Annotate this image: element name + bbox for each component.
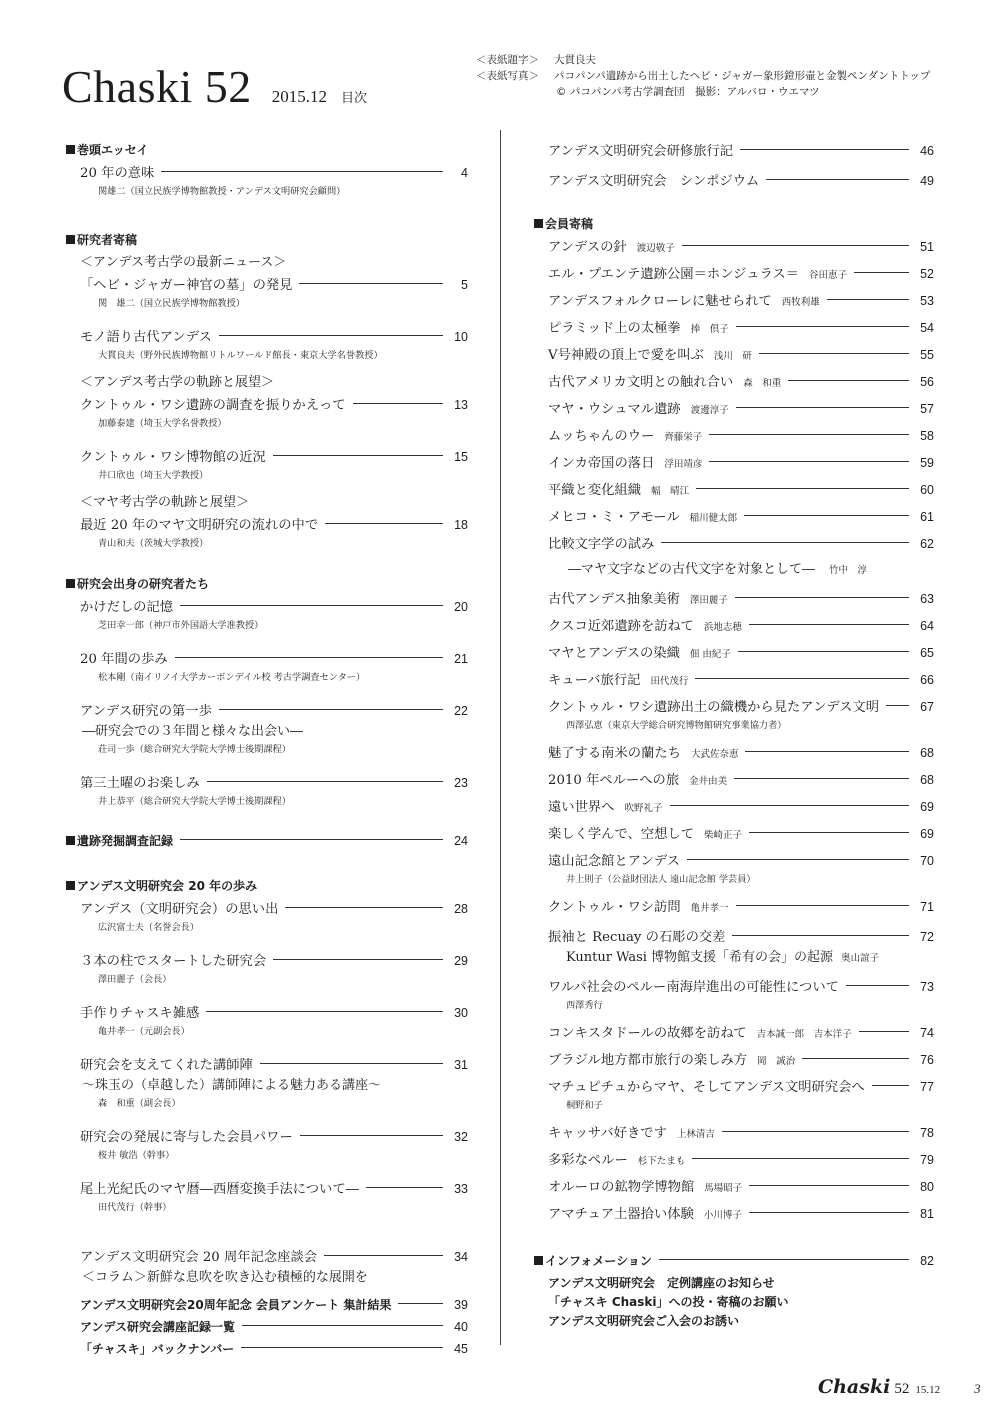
page-number: 55	[920, 348, 934, 362]
member-articles-list	[534, 742, 934, 850]
page-number: 62	[920, 537, 934, 551]
toc-entry[interactable]: アンデス文明研究会20周年記念 会員アンケート 集計結果 39	[80, 1298, 468, 1312]
section-header: 巻頭エッセイ	[66, 140, 468, 158]
author-affiliation: 桜井 敏浩（幹事）	[98, 1150, 175, 1161]
page-number: 49	[920, 174, 934, 188]
section-bullet-icon	[66, 836, 75, 845]
leader-line	[736, 407, 909, 408]
page-number: 68	[920, 746, 934, 760]
page-number: 68	[920, 773, 934, 787]
toc-entry[interactable]: マチュピチュからマヤ、そしてアンデス文明研究会へ 77 桐野和子	[534, 1076, 934, 1114]
toc-entry[interactable]: アンデス研究の第一歩 22 ―研究会での３年間と様々な出会い― 荘司一歩（総合研究大学院大学博士後期課程）	[66, 700, 468, 758]
page-number: 57	[920, 402, 934, 416]
leader-line	[285, 907, 443, 908]
toc-entry[interactable]: ピラミッド上の太極拳 捧 倶子 54	[548, 321, 934, 336]
leader-line	[260, 1063, 443, 1064]
page-number: 30	[454, 1006, 468, 1020]
leader-line	[242, 1325, 443, 1326]
page-footer	[818, 1376, 981, 1398]
toc-entry[interactable]: クントゥル・ワシ博物館の近況 15 井口欣也（埼玉大学教授）	[66, 446, 468, 484]
toc-entry[interactable]: 20 年間の歩み 21 松本剛（南イリノイ大学カーボンデイル校 考古学調査センター）	[66, 648, 468, 686]
page-number: 79	[920, 1153, 934, 1167]
author-affiliation: 亀井孝一（元副会長）	[98, 1026, 190, 1037]
member-articles-list	[534, 236, 934, 560]
page-number: 5	[461, 278, 468, 292]
leader-line	[661, 542, 909, 543]
toc-entry[interactable]: 尾上光紀氏のマヤ暦―西暦変換手法について― 33 田代茂行（幹事）	[66, 1178, 468, 1216]
toc-entry[interactable]: 「チャスキ」バックナンバー 45	[80, 1342, 468, 1356]
entry-author: 上林清吉	[676, 1129, 715, 1140]
entry-author: 金井由美	[689, 776, 728, 787]
leader-line	[854, 272, 909, 273]
entry-subtitle: Kuntur Wasi 博物館支援「希有の会」の起源 奥山誼子	[566, 950, 880, 965]
author-affiliation: 青山和夫（茨城大学教授）	[98, 538, 209, 549]
toc-entry[interactable]: インカ帝国の落日 浮田靖彦 59	[548, 456, 934, 471]
footer-issue: 52	[894, 1381, 910, 1397]
toc-entry[interactable]: 2010 年ペルーへの旅 金井由美 68	[548, 773, 934, 788]
page-number-footer: 3	[974, 1381, 981, 1396]
toc-entry[interactable]: アンデス文明研究会研修旅行記 46	[548, 144, 934, 159]
cover-calligraphy-value: 大貫良夫	[554, 54, 596, 66]
magazine-title: Chaski 52	[62, 61, 252, 112]
page-number: 32	[454, 1130, 468, 1144]
page-number: 65	[920, 646, 934, 660]
entry-author: 西牧利雄	[781, 297, 820, 308]
photo-copyright: © パコパンパ考古学調査団 撮影：アルバロ・ウエマツ	[556, 86, 820, 98]
author-affiliation: 大貫良夫（野外民族博物館リトルワールド館長・東京大学名誉教授）	[98, 350, 383, 361]
toc-entry[interactable]: 第三土曜のお楽しみ 23 井上恭平（総合研究大学院大学博士後期課程）	[66, 772, 468, 810]
page-number: 63	[920, 592, 934, 606]
member-articles-list	[534, 1022, 934, 1076]
entry-author: 小川博子	[703, 1210, 742, 1221]
leader-line	[206, 1011, 443, 1012]
toc-entry[interactable]: アンデスフォルクローレに魅せられて 西牧利雄 53	[548, 294, 934, 309]
entry-author: 浮田靖彦	[664, 459, 703, 470]
toc-entry[interactable]: クントゥル・ワシ遺跡出土の織機から見たアンデス文明 67 西澤弘恵（東京大学総合研究博物館研究事業協力者）	[534, 696, 934, 734]
leader-line	[696, 488, 909, 489]
entry-author: 浜地志穂	[703, 622, 742, 633]
entry-author: 浅川 研	[713, 351, 752, 362]
leader-line	[398, 1303, 443, 1304]
author-affiliation: 関雄二（国立民族学博物館教授・アンデス文明研究会顧問）	[98, 186, 346, 197]
toc-entry[interactable]: モノ語り古代アンデス 10 大貫良夫（野外民族博物館リトルワールド館長・東京大学名誉教授）	[66, 326, 468, 364]
info-item[interactable]: アンデス文明研究会ご入会のお誘い	[548, 1314, 740, 1328]
toc-entry[interactable]: アマチュア土器拾い体験 小川博子 81	[548, 1207, 934, 1222]
toc-entry[interactable]: 最近 20 年のマヤ文明研究の流れの中で 18 青山和夫（茨城大学教授）	[66, 514, 468, 552]
page-number: 29	[454, 954, 468, 968]
section-bullet-icon	[534, 1256, 543, 1265]
toc-entry[interactable]: 遠い世界へ 吹野礼子 69	[548, 800, 934, 815]
leader-line	[872, 1085, 909, 1086]
member-articles-list	[534, 1122, 934, 1230]
leader-line	[802, 1058, 909, 1059]
entry-author: 馬場昭子	[704, 1183, 743, 1194]
page-number: 58	[920, 429, 934, 443]
entry-author: 谷田恵子	[808, 270, 847, 281]
page-number: 39	[454, 1298, 468, 1312]
leader-line	[749, 832, 909, 833]
author-affiliation: 桐野和子	[566, 1100, 603, 1111]
page-number: 71	[920, 900, 934, 914]
entry-subtitle: ―マヤ文字などの古代文字を対象として― 竹中 淳	[568, 562, 868, 577]
entry-author: 佃 由紀子	[689, 649, 731, 660]
author-affiliation: 西澤秀行	[566, 1000, 603, 1011]
page-number: 22	[454, 704, 468, 718]
author-affiliation: 芝田幸一郎（神戸市外国語大学准教授）	[98, 620, 264, 631]
leader-line	[736, 326, 909, 327]
page-number: 60	[920, 483, 934, 497]
entry-author: 捧 倶子	[690, 324, 729, 335]
info-item[interactable]: 「チャスキ Chaski」への投・寄稿のお願い	[548, 1295, 789, 1309]
page-number: 72	[920, 930, 934, 944]
leader-line	[788, 380, 909, 381]
page-number: 81	[920, 1207, 934, 1221]
leader-line	[709, 461, 909, 462]
page-number: 61	[920, 510, 934, 524]
toc-entry[interactable]: 遠山記念館とアンデス 70 井上則子（公益財団法人 遠山記念館 学芸員）	[534, 850, 934, 888]
leader-line	[859, 1031, 909, 1032]
leader-line	[687, 859, 909, 860]
toc-entry[interactable]: オルーロの鉱物学博物館 馬場昭子 80	[548, 1180, 934, 1195]
section-bullet-icon	[66, 579, 75, 588]
toc-entry[interactable]: 「ヘビ・ジャガー神官の墓」の発見 5 関 雄二（国立民族学博物館教授）	[66, 274, 468, 312]
toc-entry[interactable]: ３本の柱でスタートした研究会 29 澤田麗子（会長）	[66, 950, 468, 988]
author-affiliation: 井上則子（公益財団法人 遠山記念館 学芸員）	[566, 874, 756, 885]
toc-entry[interactable]: クントゥル・ワシ遺跡の調査を振りかえって 13 加藤泰建（埼玉大学名誉教授）	[66, 394, 468, 432]
leader-line	[846, 985, 909, 986]
entry-author: 渡邊淳子	[690, 405, 729, 416]
page-number: 74	[920, 1026, 934, 1040]
toc-entry[interactable]: コンキスタドールの故郷を訪ねて 吉本誠一郎 吉本洋子 74	[548, 1026, 934, 1041]
subsection-heading: ＜マヤ考古学の軌跡と展望＞	[80, 495, 250, 510]
leader-line	[692, 1158, 909, 1159]
author-affiliation: 広沢富士夫（名誉会長）	[98, 922, 200, 933]
entry-author: 渡辺敬子	[636, 243, 675, 254]
cover-credits	[476, 52, 930, 100]
toc-entry[interactable]: 魅了する南米の蘭たち 大武佐奈恵 68	[548, 746, 934, 761]
toc-entry[interactable]: クントゥル・ワシ訪問 亀井孝一 71	[548, 900, 934, 915]
section-header: 研究者寄稿	[66, 230, 468, 248]
page-number: 69	[920, 827, 934, 841]
entry-subtitle: ＜コラム＞新鮮な息吹を吹き込む積極的な展開を	[82, 1270, 368, 1285]
leader-line	[180, 839, 443, 840]
leader-line	[175, 657, 443, 658]
page-number: 56	[920, 375, 934, 389]
toc-entry[interactable]: 比較文字学の試み 62	[548, 537, 934, 552]
leader-line	[659, 1259, 909, 1260]
toc-entry[interactable]: 古代アンデス抽象美術 澤田麗子 63	[548, 592, 934, 607]
entry-author: 齊藤栄子	[664, 432, 703, 443]
page-number: 40	[454, 1320, 468, 1334]
toc-entry[interactable]: アンデスの針 渡辺敬子 51	[548, 240, 934, 255]
issue-date: 2015.12	[271, 87, 328, 106]
page-number: 4	[461, 166, 468, 180]
leader-line	[219, 709, 443, 710]
section-bullet-icon	[66, 881, 75, 890]
toc-entry[interactable]: アンデス研究会講座記録一覧 40	[80, 1320, 468, 1334]
leader-line	[695, 678, 909, 679]
entry-author: 奥山誼子	[841, 953, 880, 964]
leader-line	[749, 1212, 909, 1213]
leader-line	[736, 905, 909, 906]
entry-author: 吉本誠一郎 吉本洋子	[756, 1029, 852, 1040]
leader-line	[325, 523, 443, 524]
leader-line	[180, 605, 443, 606]
section-bullet-icon	[66, 235, 75, 244]
entry-author: 杉下たまも	[637, 1156, 686, 1167]
section-header: アンデス文明研究会 20 年の歩み	[66, 876, 468, 894]
page-number: 69	[920, 800, 934, 814]
page-number: 31	[454, 1058, 468, 1072]
magazine-header	[62, 60, 367, 113]
column-divider	[500, 130, 501, 1345]
leader-line	[241, 1347, 443, 1348]
page-number: 34	[454, 1250, 468, 1264]
footer-date: 15.12	[915, 1384, 941, 1396]
leader-line	[749, 1185, 909, 1186]
footer-logo: Chaski	[818, 1376, 891, 1398]
leader-line	[732, 935, 909, 936]
entry-author: 岡 誠治	[757, 1056, 796, 1067]
page-number: 77	[920, 1080, 934, 1094]
subsection-heading: ＜アンデス考古学の最新ニュース＞	[80, 255, 287, 270]
toc-entry[interactable]: キャッサバ好きです 上林清吉 78	[548, 1126, 934, 1141]
author-affiliation: 松本剛（南イリノイ大学カーボンデイル校 考古学調査センター）	[98, 672, 366, 683]
leader-line	[766, 179, 909, 180]
toc-entry[interactable]: マヤ・ウシュマル遺跡 渡邊淳子 57	[548, 402, 934, 417]
leader-line	[273, 959, 443, 960]
entry-subtitle: ～珠玉の（卓越した）講師陣による魅力ある講座～	[82, 1078, 382, 1093]
entry-author: 吹野礼子	[624, 803, 663, 814]
toc-entry[interactable]: かけだしの記憶 20 芝田幸一郎（神戸市外国語大学准教授）	[66, 596, 468, 634]
toc-right-column	[534, 140, 934, 1331]
section-bullet-icon	[66, 145, 75, 154]
page-number: 53	[920, 294, 934, 308]
toc-entry[interactable]: キューバ旅行記 田代茂行 66	[548, 673, 934, 688]
leader-line	[745, 751, 909, 752]
page-number: 10	[454, 330, 468, 344]
page-number: 54	[920, 321, 934, 335]
toc-entry[interactable]: ムッちゃんのウー 齊藤栄子 58	[548, 429, 934, 444]
cover-calligraphy-label: ＜表紙題字＞	[476, 54, 539, 66]
leader-line	[324, 1255, 443, 1256]
leader-line	[744, 515, 909, 516]
page-number: 76	[920, 1053, 934, 1067]
leader-line	[735, 597, 909, 598]
toc-entry[interactable]: 楽しく学んで、空想して 柴崎正子 69	[548, 827, 934, 842]
entry-author: 大武佐奈恵	[690, 749, 739, 760]
entry-author: 幅 晴江	[651, 486, 690, 497]
leader-line	[219, 335, 443, 336]
toc-entry[interactable]: エル・プエンテ遺跡公園＝ホンジュラス＝ 谷田恵子 52	[548, 267, 934, 282]
page-number: 80	[920, 1180, 934, 1194]
toc-entry[interactable]: マヤとアンデスの染織 佃 由紀子 65	[548, 646, 934, 661]
author-affiliation: 澤田麗子（会長）	[98, 974, 172, 985]
entry-subtitle: ―研究会での３年間と様々な出会い―	[82, 724, 304, 739]
toc-entry[interactable]: 研究会を支えてくれた講師陣 31 ～珠玉の（卓越した）講師陣による魅力ある講座～ 森 和重（副会長）	[66, 1054, 468, 1112]
entry-author: 稲川健太郎	[689, 513, 738, 524]
subsection-heading: ＜アンデス考古学の軌跡と展望＞	[80, 375, 274, 390]
page-number: 20	[454, 600, 468, 614]
entry-author: 澤田麗子	[689, 595, 728, 606]
toc-entry[interactable]: V号神殿の頂上で愛を叫ぶ 浅川 研 55	[548, 348, 934, 363]
page-number: 78	[920, 1126, 934, 1140]
toc-entry[interactable]: 古代アメリカ文明との触れ合い 森 和重 56	[548, 375, 934, 390]
leader-line	[299, 283, 443, 284]
page-number: 52	[920, 267, 934, 281]
page-number: 66	[920, 673, 934, 687]
page-number: 73	[920, 980, 934, 994]
toc-entry[interactable]: 振袖と Recuay の石彫の交差 72 Kuntur Wasi 博物館支援「希有の会」の起源 奥山誼子	[534, 926, 934, 968]
toc-entry[interactable]: 20 年の意味 4 関雄二（国立民族学博物館教授・アンデス文明研究会顧問）	[66, 162, 468, 200]
cover-photo-value: パコパンパ遺跡から出土したヘビ・ジャガー象形鐙形壷と金製ペンダントトップ	[554, 70, 931, 82]
leader-line	[709, 434, 909, 435]
page-number: 24	[454, 834, 468, 848]
toc-entry[interactable]: ブラジル地方都市旅行の楽しみ方 岡 誠治 76	[548, 1053, 934, 1068]
page-number: 18	[454, 518, 468, 532]
entry-author: 亀井孝一	[690, 903, 729, 914]
entry-author: 柴崎正子	[704, 830, 743, 841]
leader-line	[273, 455, 443, 456]
page-number: 23	[454, 776, 468, 790]
page-number: 67	[920, 700, 934, 714]
leader-line	[670, 805, 910, 806]
toc-entry[interactable]: メヒコ・ミ・アモール 稲川健太郎 61	[548, 510, 934, 525]
entry-author: 竹中 淳	[829, 565, 868, 576]
member-articles-list	[534, 588, 934, 696]
section-header: 研究会出身の研究者たち	[66, 574, 468, 592]
author-affiliation: 関 雄二（国立民族学博物館教授）	[98, 298, 245, 309]
toc-entry[interactable]: アンデス文明研究会 20 周年記念座談会 34 ＜コラム＞新鮮な息吹を吹き込む積極的な展開を	[66, 1246, 468, 1288]
page-number: 33	[454, 1182, 468, 1196]
page-number: 13	[454, 398, 468, 412]
page-number: 21	[454, 652, 468, 666]
toc-entry[interactable]: 平織と変化組織 幅 晴江 60	[548, 483, 934, 498]
cover-photo-label: ＜表紙写真＞	[476, 70, 539, 82]
page-number: 82	[920, 1254, 934, 1268]
page-number: 46	[920, 144, 934, 158]
leader-line	[300, 1135, 443, 1136]
info-item[interactable]: アンデス文明研究会 定例講座のお知らせ	[548, 1276, 775, 1290]
toc-entry[interactable]: 手作りチャスキ雑感 30 亀井孝一（元副会長）	[66, 1002, 468, 1040]
author-affiliation: 加藤泰建（埼玉大学名誉教授）	[98, 418, 227, 429]
leader-line	[734, 778, 909, 779]
toc-entry[interactable]: アンデス文明研究会 シンポジウム 49	[548, 174, 934, 189]
author-affiliation: 井上恭平（総合研究大学院大学博士後期課程）	[98, 796, 291, 807]
toc-entry[interactable]: ワルパ社会のペルー南海岸進出の可能性について 73 西澤秀行	[534, 976, 934, 1014]
leader-line	[161, 171, 443, 172]
author-affiliation: 森 和重（副会長）	[98, 1098, 181, 1109]
toc-entry[interactable]: 研究会の発展に寄与した会員パワー 32 桜井 敏浩（幹事）	[66, 1126, 468, 1164]
leader-line	[749, 624, 909, 625]
section-header: 会員寄稿	[534, 214, 934, 232]
author-affiliation: 西澤弘恵（東京大学総合研究博物館研究事業協力者）	[566, 720, 787, 731]
page-number: 15	[454, 450, 468, 464]
entry-author: 田代茂行	[650, 676, 689, 687]
leader-line	[353, 403, 443, 404]
leader-line	[738, 651, 909, 652]
leader-line	[366, 1187, 443, 1188]
leader-line	[682, 245, 909, 246]
information-list	[534, 1274, 934, 1331]
toc-entry[interactable]: 多彩なペルー 杉下たまも 79	[548, 1153, 934, 1168]
page-number: 51	[920, 240, 934, 254]
author-affiliation: 井口欣也（埼玉大学教授）	[98, 470, 209, 481]
section-entry[interactable]: インフォメーション 82	[534, 1252, 934, 1274]
toc-entry[interactable]: アンデス（文明研究会）の思い出 28 広沢富士夫（名誉会長）	[66, 898, 468, 936]
toc-entry[interactable]: クスコ近郊遺跡を訪ねて 浜地志穂 64	[548, 619, 934, 634]
page-number: 64	[920, 619, 934, 633]
leader-line	[827, 299, 909, 300]
section-bullet-icon	[534, 219, 543, 228]
leader-line	[740, 149, 909, 150]
author-affiliation: 荘司一歩（総合研究大学院大学博士後期課程）	[98, 744, 291, 755]
leader-line	[207, 781, 443, 782]
author-affiliation: 田代茂行（幹事）	[98, 1202, 172, 1213]
page-number: 45	[454, 1342, 468, 1356]
leader-line	[722, 1131, 909, 1132]
page-number: 70	[920, 854, 934, 868]
toc-left-column	[66, 140, 468, 1362]
entry-author: 森 和重	[743, 378, 782, 389]
section-entry[interactable]: 遺跡発掘調査記録 24	[66, 832, 468, 854]
toc-label: 目次	[341, 91, 368, 106]
leader-line	[759, 353, 909, 354]
leader-line	[886, 705, 909, 706]
page-number: 28	[454, 902, 468, 916]
page-number: 59	[920, 456, 934, 470]
